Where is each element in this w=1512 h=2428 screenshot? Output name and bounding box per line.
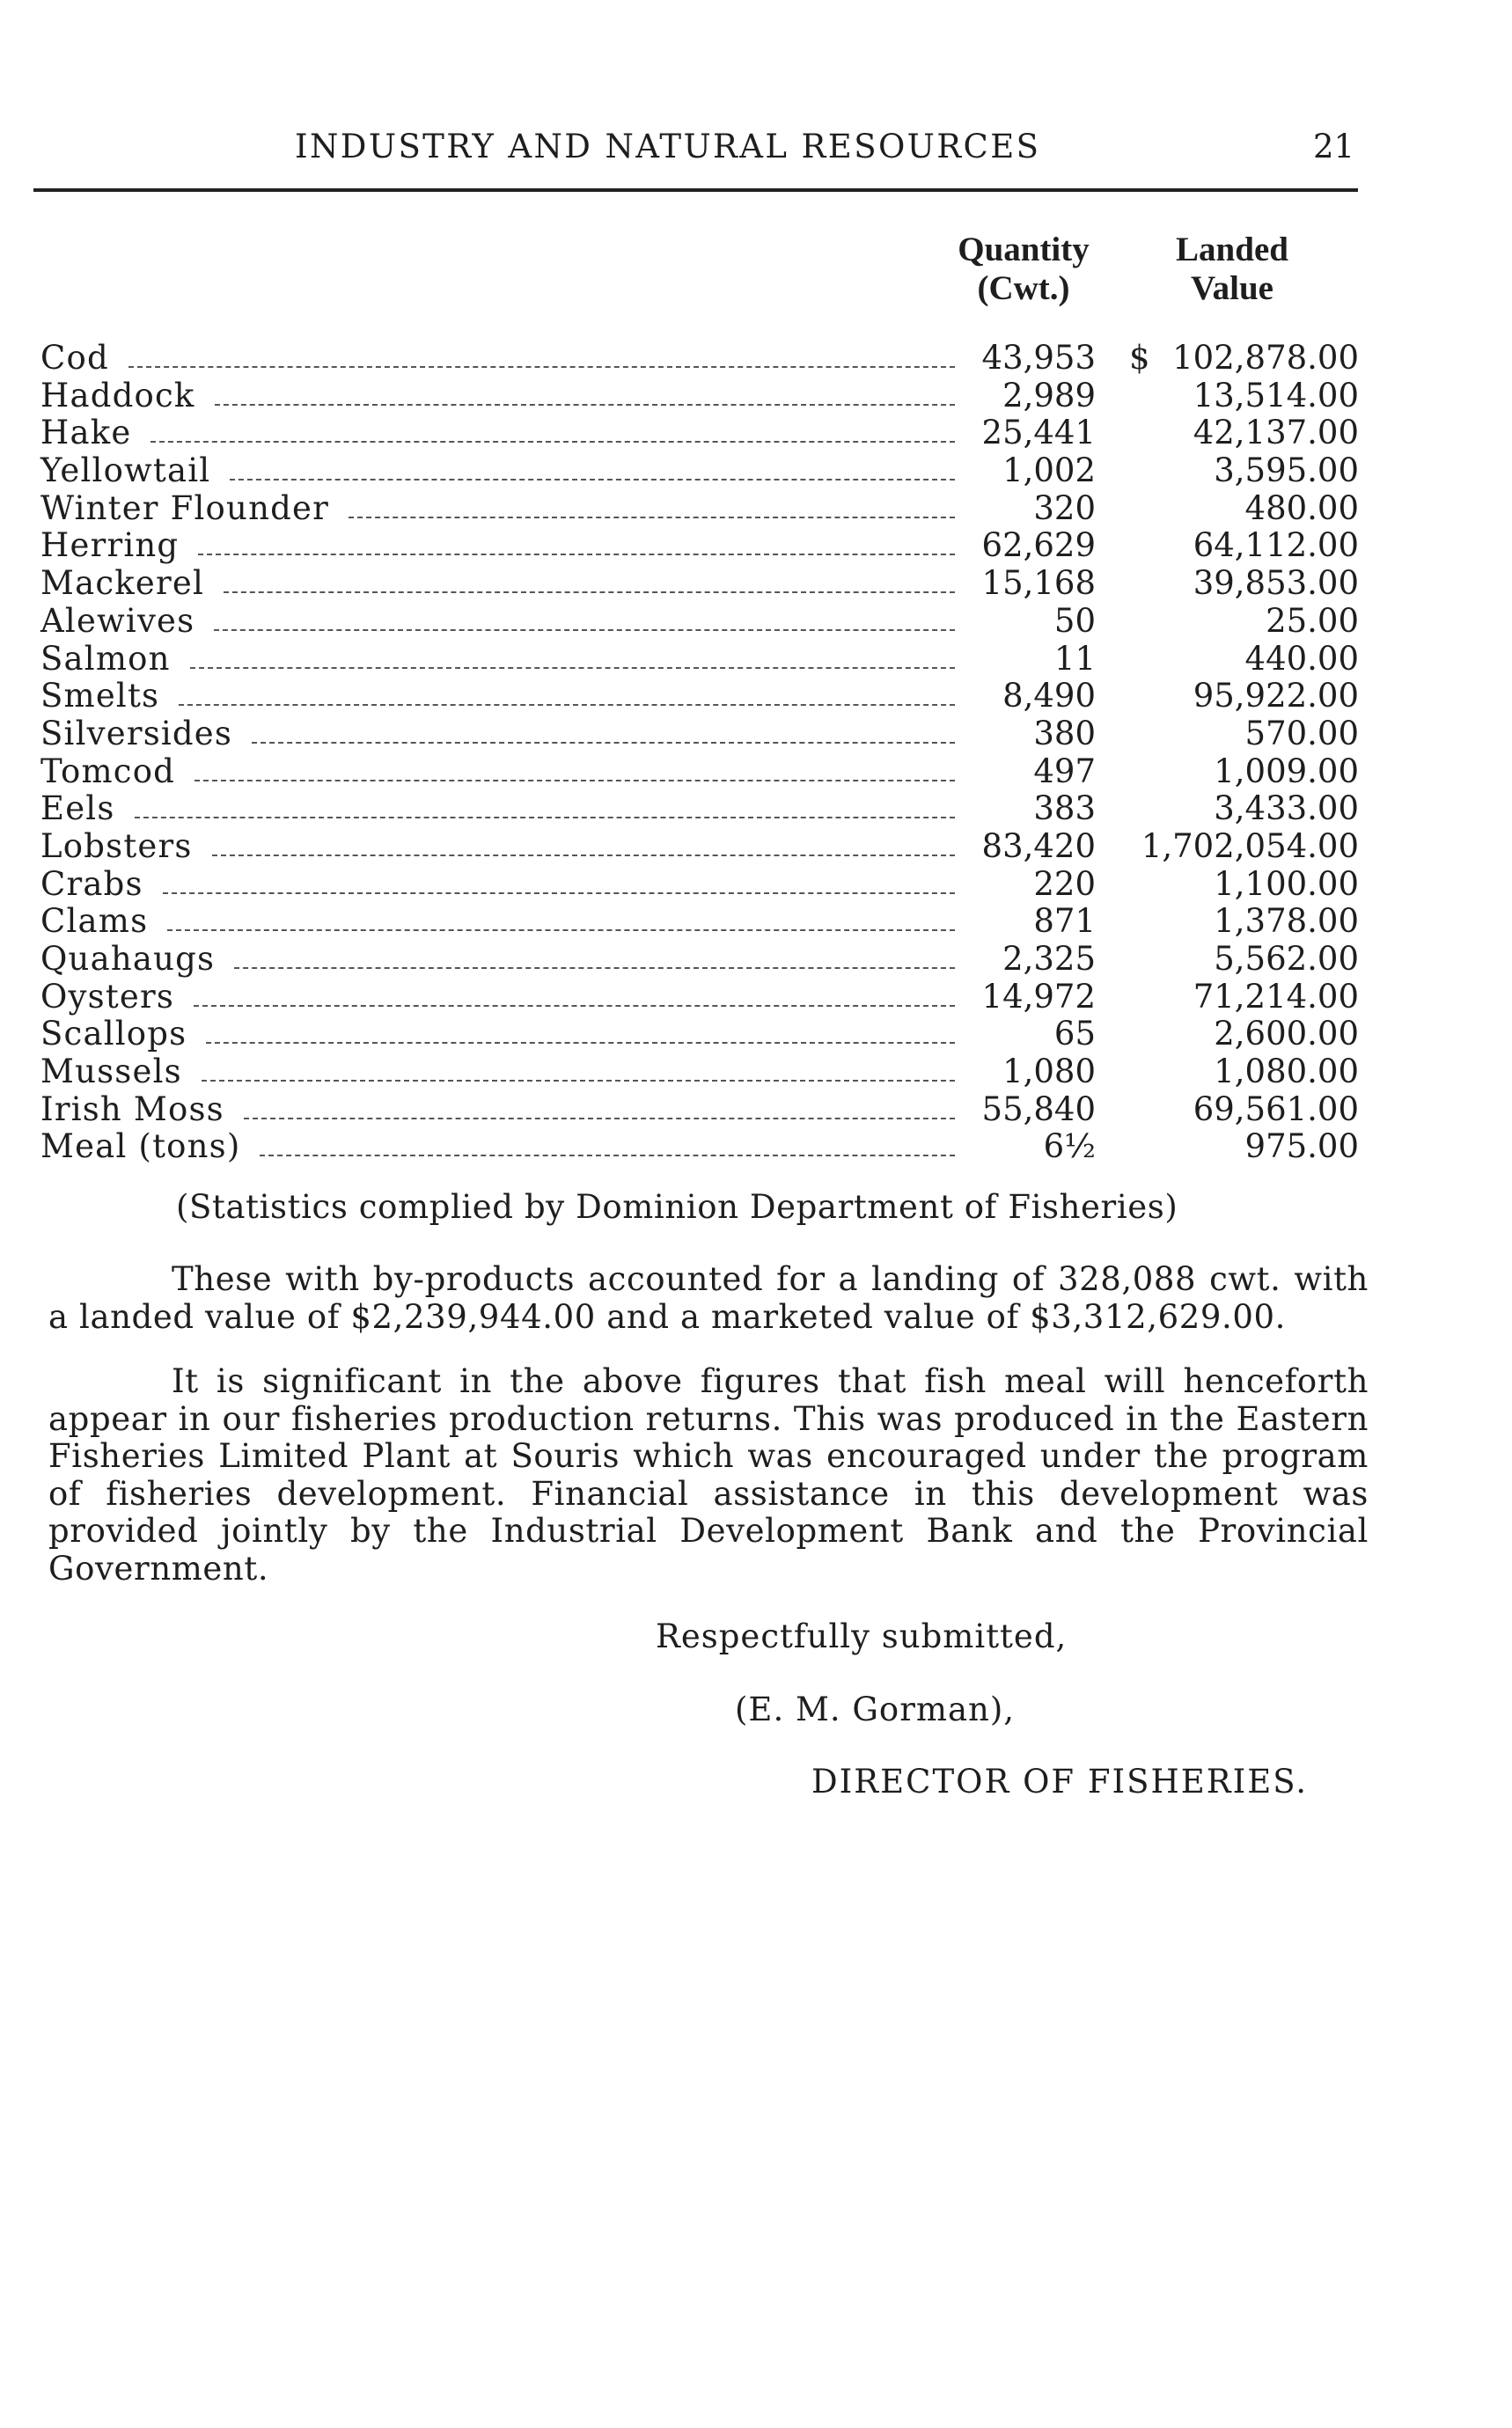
quantity-cell: 55,840: [981, 1089, 1096, 1128]
quantity-cell: 83,420: [981, 826, 1096, 865]
table-row: [35, 1128, 1373, 1166]
table-row: [35, 753, 1373, 791]
value-cell: 39,853.00: [1193, 564, 1359, 603]
species-name: Smelts: [40, 677, 160, 715]
value-cell: 13,514.00: [1193, 376, 1359, 414]
table-row: [35, 678, 1373, 715]
dot-leader: [190, 667, 955, 669]
value-cell: 1,080.00: [1214, 1053, 1359, 1091]
table-row: [35, 565, 1373, 603]
quantity-cell: 25,441: [981, 414, 1096, 452]
table-row: [35, 903, 1373, 941]
header-rule: [33, 188, 1358, 192]
dot-leader: [260, 1155, 955, 1156]
quantity-cell: 220: [1033, 864, 1096, 903]
dot-leader: [179, 704, 955, 706]
dot-leader: [234, 967, 955, 969]
quantity-cell: 8,490: [1002, 677, 1096, 715]
dot-leader: [224, 591, 955, 593]
value-cell: 1,100.00: [1214, 864, 1359, 903]
species-name: Hake: [40, 414, 132, 452]
value-header-line2: Value: [1191, 269, 1273, 307]
dot-leader: [198, 554, 955, 555]
quantity-cell: 62,629: [981, 526, 1096, 565]
value-cell: 2,600.00: [1214, 1015, 1359, 1053]
table-row: [35, 452, 1373, 490]
quantity-cell: 2,989: [1002, 376, 1096, 414]
quantity-cell: 43,953: [981, 339, 1096, 377]
table-row: [35, 641, 1373, 679]
species-name: Mussels: [40, 1053, 182, 1091]
table-row: [35, 340, 1373, 378]
species-name: Lobsters: [40, 826, 193, 865]
dot-leader: [195, 780, 955, 781]
closing-signatory: (E. M. Gorman),: [735, 1691, 1016, 1728]
dot-leader: [349, 517, 955, 518]
dot-leader: [252, 742, 955, 744]
table-row: [35, 527, 1373, 565]
species-name: Silversides: [40, 714, 233, 752]
quantity-column-header: [931, 231, 1116, 308]
closing-salutation: Respectfully submitted,: [656, 1617, 1068, 1655]
value-cell: 3,433.00: [1214, 789, 1359, 828]
paragraph-landing-totals: These with by-products accounted for a landing of 328,088 cwt. with a landed value of $2,239,944.00 and a marketed value of $3,312,629.00.: [48, 1260, 1369, 1336]
species-name: Winter Flounder: [40, 488, 329, 527]
quantity-cell: 6½: [1043, 1127, 1096, 1166]
fisheries-table: [35, 340, 1373, 1166]
currency-symbol: $: [1129, 339, 1150, 377]
quantity-cell: 1,002: [1002, 451, 1096, 490]
quantity-cell: 1,080: [1002, 1053, 1096, 1091]
value-cell: 5,562.00: [1214, 940, 1359, 978]
value-header-line1: Landed: [1176, 231, 1288, 268]
species-name: Salmon: [40, 639, 171, 678]
value-cell: 1,702,054.00: [1141, 826, 1359, 865]
value-cell: 71,214.00: [1193, 977, 1359, 1016]
table-row: [35, 603, 1373, 641]
table-row: [35, 941, 1373, 979]
table-row: [35, 490, 1373, 528]
species-name: Alewives: [40, 601, 195, 640]
species-name: Clams: [40, 902, 149, 941]
value-cell: 3,595.00: [1214, 451, 1359, 490]
quantity-cell: 380: [1033, 714, 1096, 752]
table-row: [35, 866, 1373, 904]
value-cell: 975.00: [1244, 1127, 1359, 1166]
species-name: Irish Moss: [40, 1089, 224, 1128]
species-name: Mackerel: [40, 564, 205, 603]
quantity-cell: 50: [1053, 601, 1096, 640]
dot-leader: [194, 1005, 955, 1007]
species-name: Quahaugs: [40, 940, 216, 978]
quantity-cell: 2,325: [1002, 940, 1096, 978]
quantity-cell: 65: [1053, 1015, 1096, 1053]
value-column-header: [1140, 231, 1325, 308]
species-name: Scallops: [40, 1015, 187, 1053]
value-cell: 1,378.00: [1214, 902, 1359, 941]
table-row: [35, 414, 1373, 452]
table-row: [35, 1016, 1373, 1053]
species-name: Herring: [40, 526, 180, 565]
quantity-header-line1: Quantity: [958, 231, 1090, 268]
value-cell: 1,009.00: [1214, 752, 1359, 790]
value-cell: 440.00: [1244, 639, 1359, 678]
dot-leader: [135, 817, 955, 818]
value-cell: 102,878.00: [1172, 339, 1359, 377]
species-name: Crabs: [40, 864, 143, 903]
species-name: Cod: [40, 339, 109, 377]
quantity-cell: 15,168: [981, 564, 1096, 603]
species-name: Tomcod: [40, 752, 176, 790]
species-name: Oysters: [40, 977, 175, 1016]
value-cell: 570.00: [1244, 714, 1359, 752]
dot-leader: [206, 1042, 955, 1044]
closing-position: DIRECTOR OF FISHERIES.: [811, 1763, 1309, 1801]
dot-leader: [150, 441, 955, 443]
dot-leader: [214, 629, 955, 631]
species-name: Yellowtail: [40, 451, 211, 490]
dot-leader: [167, 929, 955, 931]
quantity-cell: 320: [1033, 488, 1096, 527]
value-cell: 25.00: [1266, 601, 1359, 640]
dot-leader: [212, 855, 955, 856]
table-row: [35, 378, 1373, 415]
quantity-cell: 11: [1053, 639, 1096, 678]
quantity-header-line2: (Cwt.): [977, 269, 1070, 307]
source-note: (Statistics complied by Dominion Department of Fisheries): [176, 1188, 1178, 1226]
page-number: 21: [1313, 128, 1355, 165]
dot-leader: [163, 892, 955, 894]
value-cell: 95,922.00: [1193, 677, 1359, 715]
paragraph-fish-meal: It is significant in the above figures that fish meal will henceforth appear in our fisheries production returns. This was produced in the Eastern Fisheries Limited Plant at Souris which was encouraged under the program of fisheries development. Financial assistance in this development was provided jointly by the Industrial Development Bank and the Provincial Government.: [48, 1362, 1369, 1588]
dot-leader: [244, 1118, 955, 1119]
table-row: [35, 790, 1373, 828]
value-cell: 64,112.00: [1193, 526, 1359, 565]
dot-leader: [202, 1080, 955, 1082]
value-cell: 69,561.00: [1193, 1089, 1359, 1128]
species-name: Meal (tons): [40, 1127, 241, 1166]
quantity-cell: 383: [1033, 789, 1096, 828]
table-row: [35, 715, 1373, 753]
value-cell: 480.00: [1244, 488, 1359, 527]
quantity-cell: 14,972: [981, 977, 1096, 1016]
quantity-cell: 497: [1033, 752, 1096, 790]
running-head: INDUSTRY AND NATURAL RESOURCES: [295, 128, 1041, 165]
table-row: [35, 1053, 1373, 1091]
dot-leader: [128, 366, 955, 368]
species-name: Haddock: [40, 376, 195, 414]
dot-leader: [215, 404, 955, 406]
species-name: Eels: [40, 789, 115, 828]
quantity-cell: 871: [1033, 902, 1096, 941]
dot-leader: [230, 479, 955, 480]
table-row: [35, 828, 1373, 866]
table-row: [35, 979, 1373, 1016]
table-row: [35, 1091, 1373, 1129]
value-cell: 42,137.00: [1193, 414, 1359, 452]
